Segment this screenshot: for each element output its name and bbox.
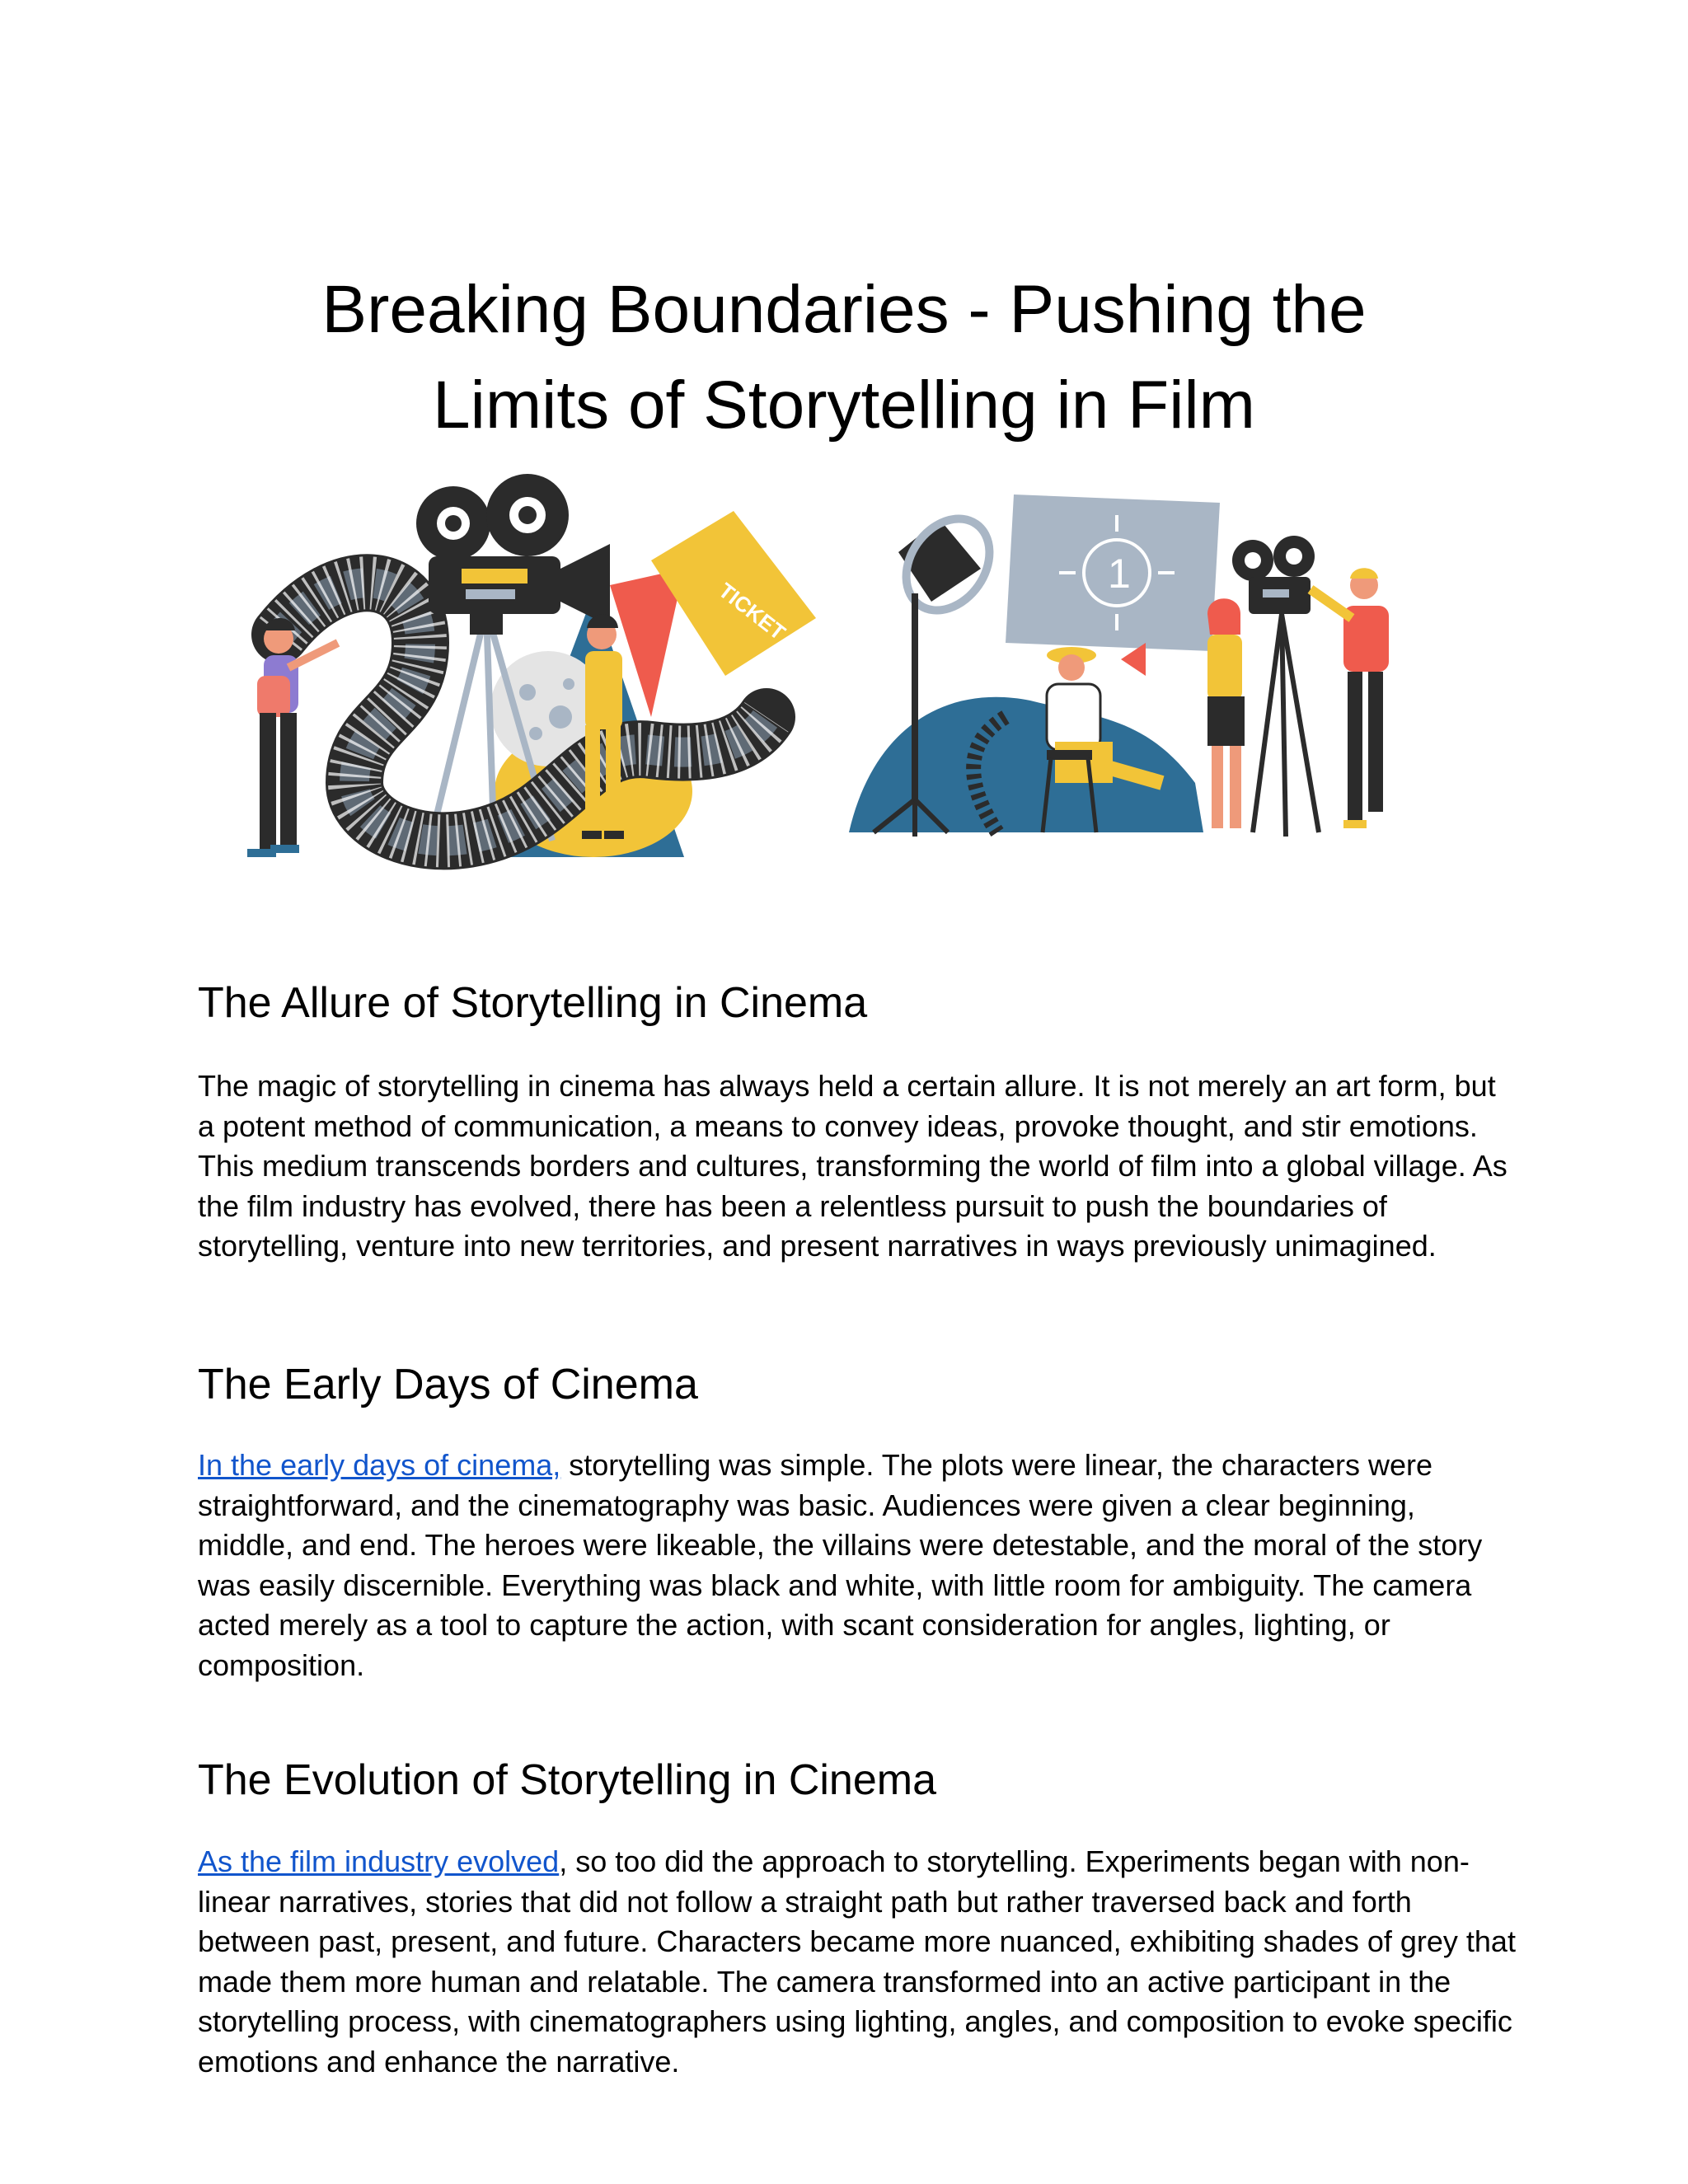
early-days-text: storytelling was simple. The plots were linear, the characters were straightforward, and the cinematography was basic. Audiences were given a clear beginning, middle, and end. The heroes were likeable, the villains were detestable, and the moral of the story was easily discernible. Everything was black and white, with little room for ambiguity. The camera acted merely as a tool to capture the action, with scant consideration for angles, lighting, or composition.: [198, 1448, 1483, 1682]
film-illustration: [223, 470, 1475, 898]
section-heading-allure: The Allure of Storytelling in Cinema: [198, 979, 868, 1027]
ticket-label: TICKET: [714, 578, 790, 645]
title-line-1: Breaking Boundaries - Pushing the: [321, 272, 1367, 347]
section-paragraph-evolution: [198, 1842, 1517, 2082]
section-paragraph-allure: The magic of storytelling in cinema has always held a certain allure. It is not merely an art form, but a potent method of communication, a means to convey ideas, provoke thought, and stir emotions. This medium transcends borders and cultures, transforming the world of film into a global village. As the film industry has evolved, there has been a relentless pursuit to push the boundaries of storytelling, venture into new territories, and present narratives in ways previously unimagined.: [198, 1069, 1507, 1263]
person-woman-illustration: [1207, 598, 1245, 828]
section-heading-evolution: The Evolution of Storytelling in Cinema: [198, 1756, 937, 1804]
section-heading-early-days: The Early Days of Cinema: [198, 1361, 698, 1408]
clapper-number: 1: [1108, 551, 1131, 597]
tripod-camera-icon: [1232, 536, 1319, 837]
evolution-text: , so too did the approach to storytelling. Experiments began with non-linear narratives, stories that did not follow a straight path but rather traversed back and forth between past, present, and future. Characters became more nuanced, exhibiting shades of grey that made them more human and relatable. The camera transformed into an active participant in the storytelling process, with cinematographers using lighting, angles, and composition to evoke specific emotions and enhance the narrative.: [198, 1844, 1516, 2079]
movie-camera-icon: [416, 474, 610, 635]
left-film-scene: [247, 474, 816, 857]
film-industry-evolved-link[interactable]: As the film industry evolved: [198, 1844, 560, 1878]
document-title: [198, 262, 1490, 453]
early-days-link[interactable]: In the early days of cinema,: [198, 1448, 561, 1482]
section-paragraph-early-days: [198, 1446, 1517, 1685]
right-film-scene: [849, 494, 1389, 837]
ticket-icon: [651, 511, 816, 676]
cameraman-illustration: [1311, 568, 1389, 828]
title-line-2: Limits of Storytelling in Film: [433, 368, 1255, 443]
clapper-board-icon: [1006, 494, 1220, 651]
